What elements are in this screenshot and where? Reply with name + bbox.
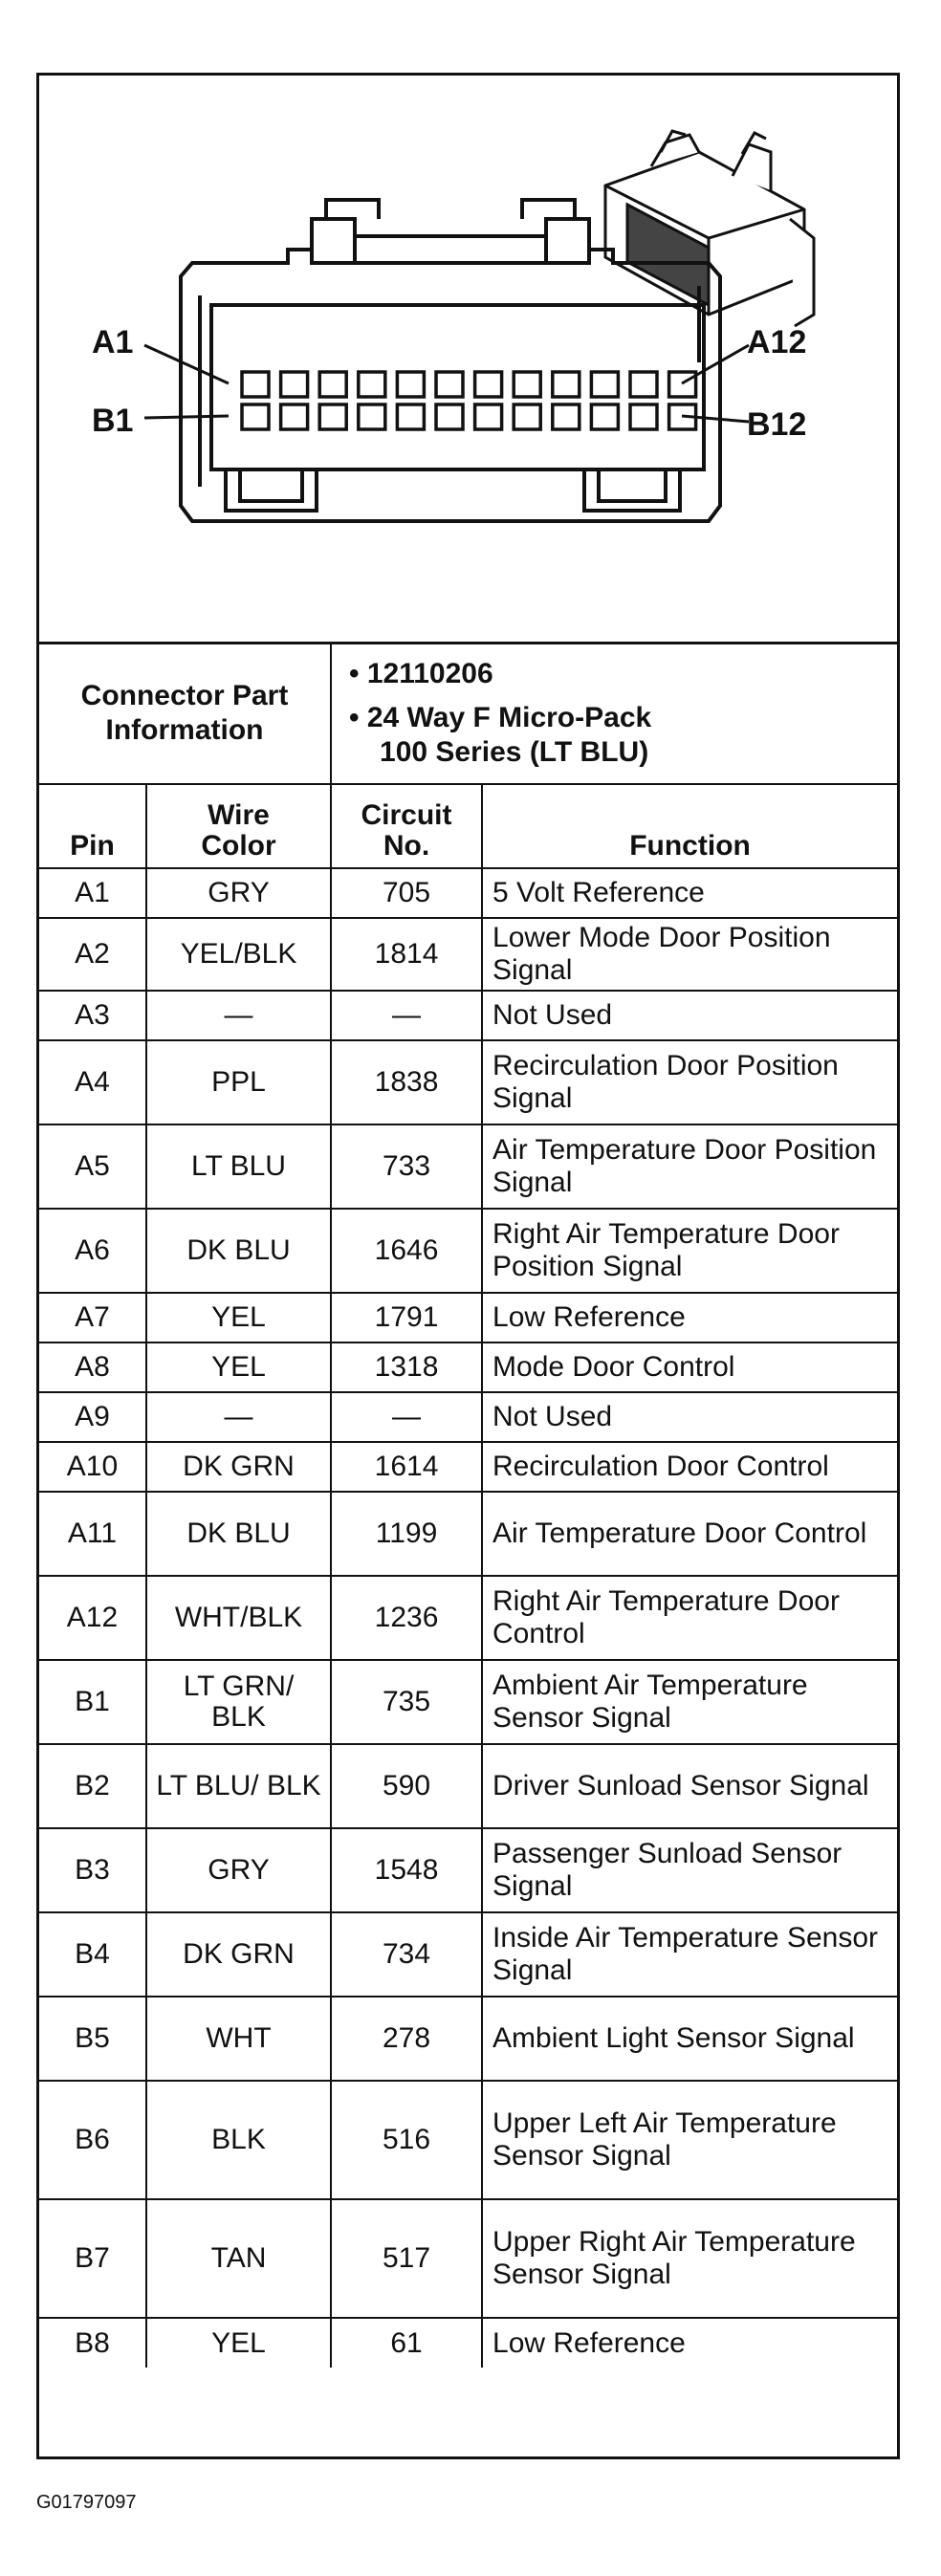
table-row [39, 1124, 897, 1209]
function-cell: Upper Right Air Temperature Sensor Signal [482, 2199, 897, 2318]
pin-cavity-a10 [591, 372, 618, 397]
label-a1: A1 [92, 324, 134, 360]
pin-table [39, 642, 897, 2368]
circuit-cell: 705 [331, 868, 482, 918]
pin-cell: B4 [39, 1912, 146, 1997]
pin-cavity-b4 [359, 404, 385, 429]
wire-color-cell: LT BLU/ BLK [146, 1744, 331, 1828]
pin-cavity-a3 [319, 372, 346, 397]
function-cell: Inside Air Temperature Sensor Signal [482, 1912, 897, 1997]
circuit-cell: 1199 [331, 1492, 482, 1576]
wire-color-cell: — [146, 1392, 331, 1442]
table-header-row [39, 784, 897, 868]
connector-description-line2: 100 Series (LT BLU) [380, 736, 649, 768]
pin-cavity-b6 [436, 404, 463, 429]
circuit-cell: 1548 [331, 1828, 482, 1912]
connector-description-line1: • 24 Way F Micro-Pack [349, 702, 652, 733]
circuit-cell: 516 [331, 2081, 482, 2199]
pin-cell: B8 [39, 2318, 146, 2368]
function-cell: Air Temperature Door Control [482, 1492, 897, 1576]
wire-color-cell: GRY [146, 868, 331, 918]
pin-cell: B5 [39, 1997, 146, 2081]
figure-id: G01797097 [36, 2492, 137, 2513]
table-row [39, 868, 897, 918]
wire-color-cell: DK GRN [146, 1912, 331, 1997]
circuit-cell: 1318 [331, 1343, 482, 1392]
pin-cell: A2 [39, 918, 146, 991]
header-circuit-no [331, 784, 482, 868]
pin-cell: B6 [39, 2081, 146, 2199]
function-cell: Not Used [482, 991, 897, 1040]
pin-cavity-a9 [553, 372, 580, 397]
function-cell: Air Temperature Door Position Signal [482, 1124, 897, 1209]
circuit-cell: 735 [331, 1660, 482, 1744]
wire-color-cell: YEL/BLK [146, 918, 331, 991]
table-row [39, 918, 897, 991]
pin-cavity-b7 [475, 404, 502, 429]
table-row [39, 1209, 897, 1293]
table-row [39, 1040, 897, 1124]
function-cell: Upper Left Air Temperature Sensor Signal [482, 2081, 897, 2199]
circuit-cell: 1646 [331, 1209, 482, 1293]
circuit-cell: 517 [331, 2199, 482, 2318]
circuit-cell: 1614 [331, 1442, 482, 1492]
wire-color-cell: GRY [146, 1828, 331, 1912]
wire-color-cell: — [146, 991, 331, 1040]
label-b12: B12 [747, 406, 807, 443]
table-row [39, 2199, 897, 2318]
header-circuit-line2: No. [383, 830, 430, 862]
pin-cavity-a11 [630, 372, 657, 397]
pin-cell: A8 [39, 1343, 146, 1392]
pin-cavity-b1 [242, 404, 269, 429]
header-wire-color-line1: Wire [208, 799, 270, 831]
function-cell: Recirculation Door Position Signal [482, 1040, 897, 1124]
function-cell: Ambient Air Temperature Sensor Signal [482, 1660, 897, 1744]
pin-cell: A12 [39, 1576, 146, 1660]
circuit-cell: 61 [331, 2318, 482, 2368]
pin-cell: A9 [39, 1392, 146, 1442]
circuit-cell: 590 [331, 1744, 482, 1828]
table-row [39, 1492, 897, 1576]
connector-diagram [39, 76, 897, 644]
wire-color-cell: BLK [146, 2081, 331, 2199]
function-cell: Not Used [482, 1392, 897, 1442]
pin-cavity-b8 [514, 404, 540, 429]
wire-color-cell: DK GRN [146, 1442, 331, 1492]
circuit-cell: — [331, 1392, 482, 1442]
circuit-cell: 1236 [331, 1576, 482, 1660]
table-row [39, 1343, 897, 1392]
circuit-cell: 734 [331, 1912, 482, 1997]
header-wire-color-line2: Color [201, 830, 276, 862]
pin-cavity-a1 [242, 372, 269, 397]
function-cell: Ambient Light Sensor Signal [482, 1997, 897, 2081]
connector-face-drawing [39, 76, 897, 642]
pin-cavity-a8 [514, 372, 540, 397]
pin-cell: B3 [39, 1828, 146, 1912]
wire-color-cell: TAN [146, 2199, 331, 2318]
function-cell: Right Air Temperature Door Position Signal [482, 1209, 897, 1293]
table-row [39, 1828, 897, 1912]
circuit-cell: 1814 [331, 918, 482, 991]
pin-cell: B7 [39, 2199, 146, 2318]
pin-cell: B1 [39, 1660, 146, 1744]
function-cell: Right Air Temperature Door Control [482, 1576, 897, 1660]
pin-cavity-b5 [397, 404, 424, 429]
pin-cell: A3 [39, 991, 146, 1040]
wire-color-cell: YEL [146, 1343, 331, 1392]
part-number: • 12110206 [349, 658, 493, 689]
table-row [39, 1293, 897, 1343]
label-b1: B1 [92, 403, 134, 439]
label-a12: A12 [747, 324, 807, 360]
function-cell: Driver Sunload Sensor Signal [482, 1744, 897, 1828]
table-row [39, 1442, 897, 1492]
table-row [39, 991, 897, 1040]
pin-cavity-a4 [359, 372, 385, 397]
pin-cavity-b10 [591, 404, 618, 429]
pin-cavity-b2 [281, 404, 308, 429]
wire-color-cell: YEL [146, 2318, 331, 2368]
pin-cavity-a5 [397, 372, 424, 397]
function-cell: Passenger Sunload Sensor Signal [482, 1828, 897, 1912]
connector-info-label [39, 643, 331, 784]
function-cell: 5 Volt Reference [482, 868, 897, 918]
wire-color-cell: DK BLU [146, 1492, 331, 1576]
header-circuit-line1: Circuit [361, 799, 452, 831]
circuit-cell: — [331, 991, 482, 1040]
function-cell: Recirculation Door Control [482, 1442, 897, 1492]
pin-cell: B2 [39, 1744, 146, 1828]
pin-cavity-a6 [436, 372, 463, 397]
pin-cavity-b3 [319, 404, 346, 429]
table-row [39, 2318, 897, 2368]
header-wire-color [146, 784, 331, 868]
pin-cell: A6 [39, 1209, 146, 1293]
connector-info-label-line2: Information [105, 714, 264, 746]
circuit-cell: 1838 [331, 1040, 482, 1124]
connector-info-label-line1: Connector Part [80, 680, 289, 711]
pin-cavity-b9 [553, 404, 580, 429]
pin-cell: A4 [39, 1040, 146, 1124]
pin-cavity-b11 [630, 404, 657, 429]
wire-color-cell: WHT [146, 1997, 331, 2081]
circuit-cell: 733 [331, 1124, 482, 1209]
wire-color-cell: LT GRN/ BLK [146, 1660, 331, 1744]
pin-cell: A7 [39, 1293, 146, 1343]
function-cell: Low Reference [482, 2318, 897, 2368]
pin-cell: A5 [39, 1124, 146, 1209]
table-row [39, 1997, 897, 2081]
header-function: Function [482, 784, 897, 868]
table-row [39, 1744, 897, 1828]
function-cell: Low Reference [482, 1293, 897, 1343]
pin-cavity-a2 [281, 372, 308, 397]
pin-cell: A1 [39, 868, 146, 918]
connector-3d-view [605, 131, 814, 326]
table-row [39, 1660, 897, 1744]
pin-cell: A11 [39, 1492, 146, 1576]
table-row [39, 1912, 897, 1997]
circuit-cell: 278 [331, 1997, 482, 2081]
function-cell: Mode Door Control [482, 1343, 897, 1392]
pin-cavity-grid [242, 372, 696, 429]
wire-color-cell: LT BLU [146, 1124, 331, 1209]
wire-color-cell: YEL [146, 1293, 331, 1343]
table-row [39, 1576, 897, 1660]
table-row [39, 1392, 897, 1442]
connector-info-values [331, 643, 897, 784]
wire-color-cell: PPL [146, 1040, 331, 1124]
circuit-cell: 1791 [331, 1293, 482, 1343]
wire-color-cell: WHT/BLK [146, 1576, 331, 1660]
wire-color-cell: DK BLU [146, 1209, 331, 1293]
header-pin: Pin [39, 784, 146, 868]
connector-figure [36, 73, 900, 2459]
pin-cell: A10 [39, 1442, 146, 1492]
function-cell: Lower Mode Door Position Signal [482, 918, 897, 991]
connector-info-row [39, 643, 897, 784]
table-row [39, 2081, 897, 2199]
pin-cavity-a7 [475, 372, 502, 397]
